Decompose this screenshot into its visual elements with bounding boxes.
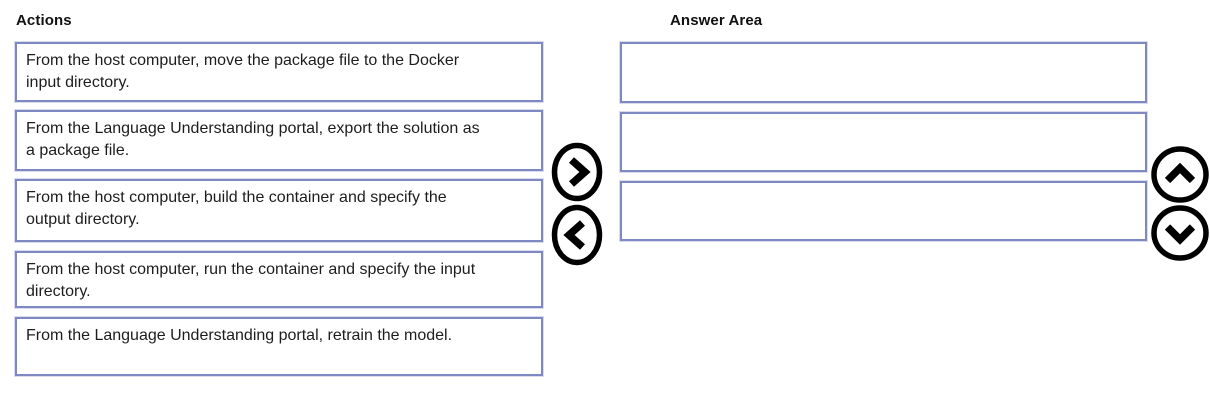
chevron-up-icon [1151,191,1209,206]
action-item-1-line-1: From the host computer, move the package file to the Docker [26,52,460,69]
answer-slot-3[interactable] [620,181,1147,241]
chevron-down-icon [1151,249,1209,264]
action-item-3[interactable] [15,179,543,242]
action-item-2[interactable] [15,110,543,171]
chevron-right-icon [551,190,603,205]
answer-area-title: Answer Area [670,12,763,29]
action-item-5-line-1: From the Language Understanding portal, retrain the model. [26,327,453,344]
action-item-3-line-1: From the host computer, build the container and specify the [26,189,447,206]
action-item-3-line-2: output directory. [26,210,140,228]
action-item-2-line-1: From the Language Understanding portal, export the solution as [26,120,480,137]
move-up-button[interactable] [1151,146,1209,203]
move-down-button[interactable] [1151,205,1209,261]
actions-column-title: Actions [16,12,72,29]
action-item-2-line-2: a package file. [26,141,130,159]
action-item-4[interactable] [15,251,543,308]
action-item-1-line-2: input directory. [26,73,130,91]
chevron-left-icon [551,254,603,269]
action-item-4-line-1: From the host computer, run the container and specify the input [26,261,476,278]
answer-slot-1[interactable] [620,42,1147,103]
answer-slot-2[interactable] [620,112,1147,172]
action-item-4-line-2: directory. [26,282,91,300]
move-right-button[interactable] [551,142,603,202]
action-item-1[interactable] [15,42,543,102]
action-item-5[interactable] [15,317,543,376]
move-left-button[interactable] [551,204,603,266]
